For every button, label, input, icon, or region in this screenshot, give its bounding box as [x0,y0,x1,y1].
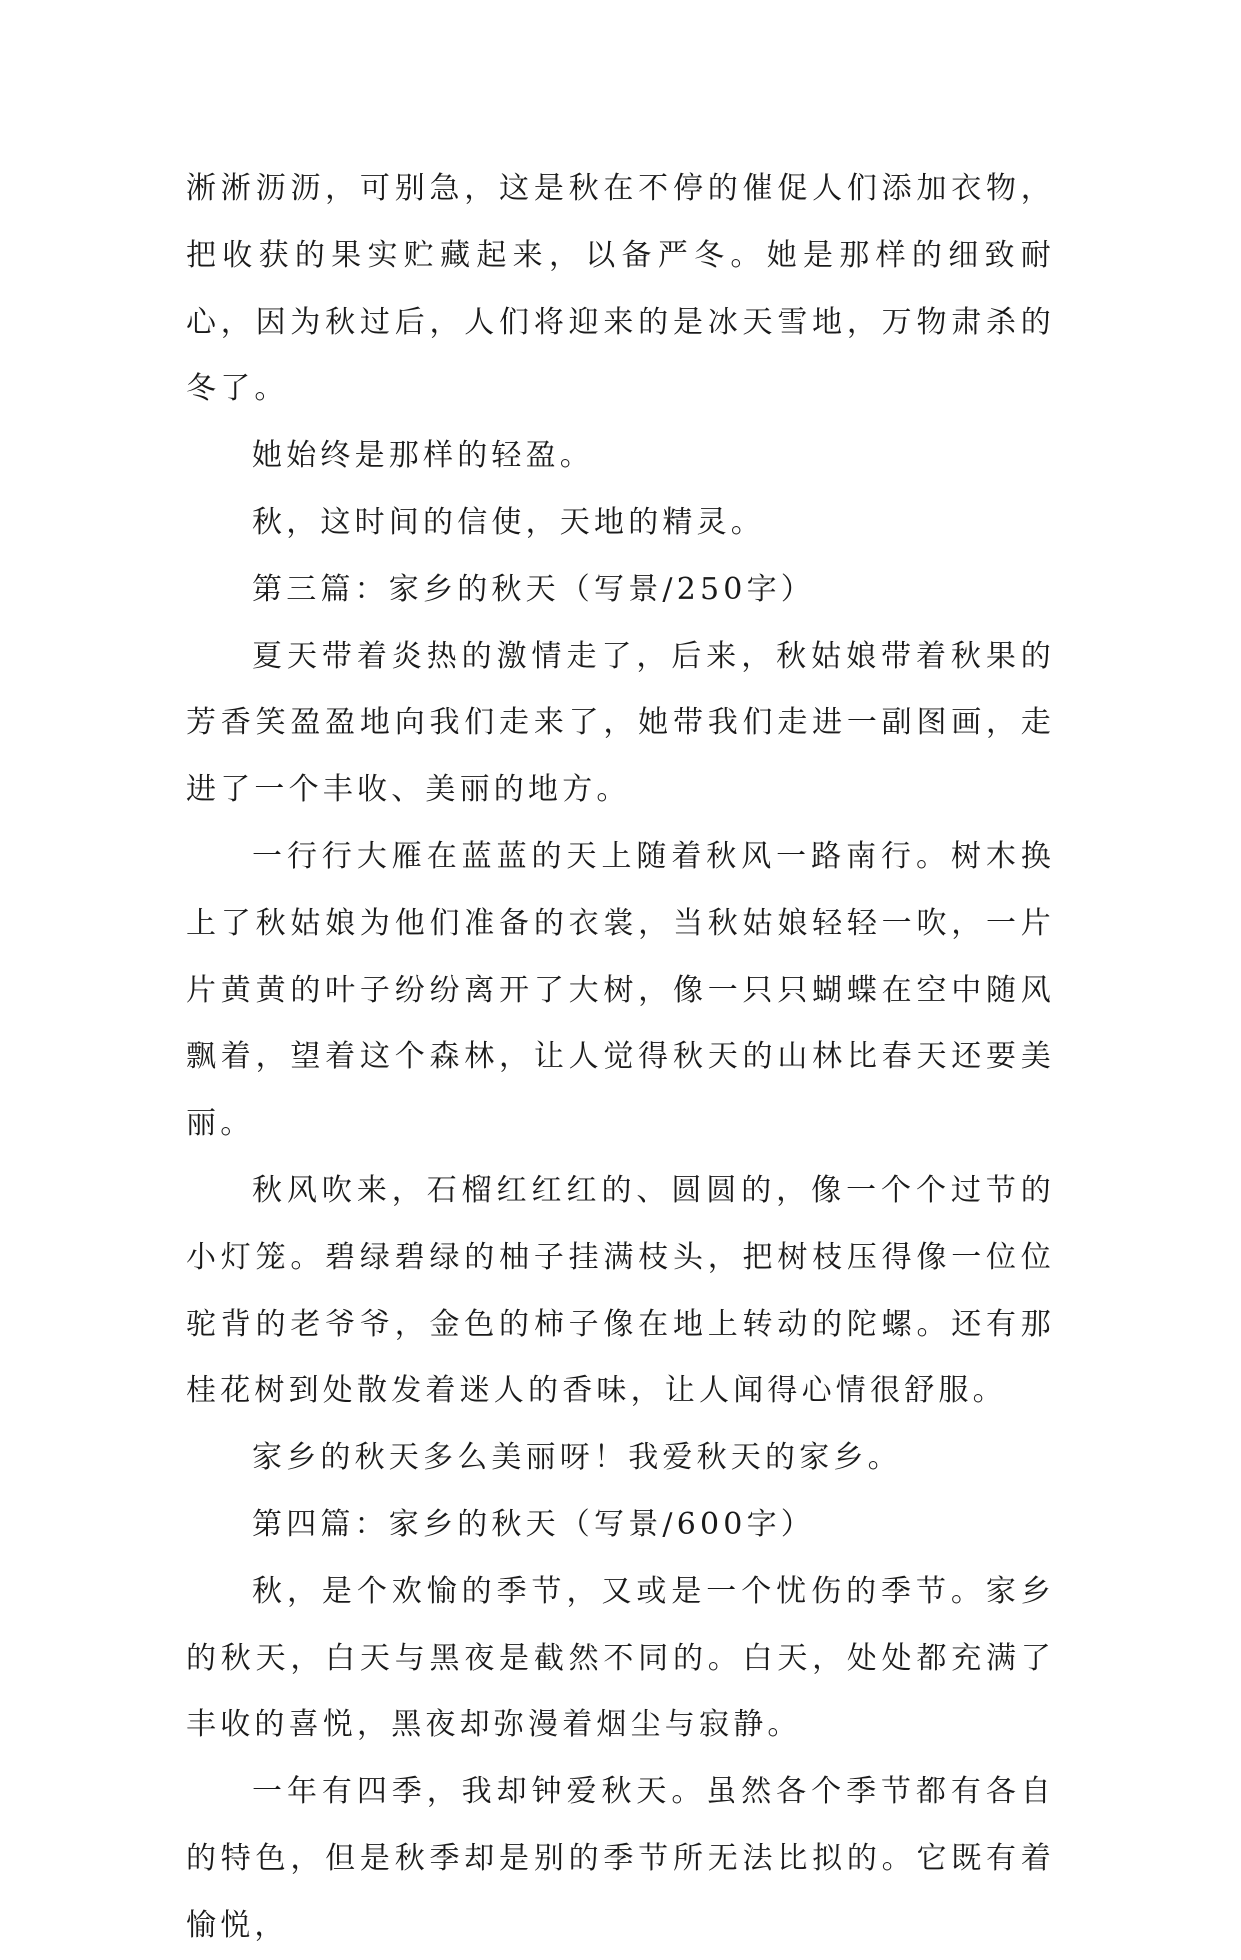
paragraph-lightness: 她始终是那样的轻盈。 [252,438,594,474]
paragraph-geese: 一行行大雁在蓝蓝的天上随着秋风一路南行。树木换上了秋姑娘为他们准备的衣裳，当秋姑娘轻轻一吹，一片片黄黄的叶子纷纷离开了大树，像一只只蝴蝶在空中随风飘着，望着这个森林，让人觉得秋天的山林比春天还要美丽。 [186,838,1055,1142]
paragraph-continuation: 淅淅沥沥，可别急，这是秋在不停的催促人们添加衣物，把收获的果实贮藏起来，以备严冬。她是那样的细致耐心，因为秋过后，人们将迎来的是冰天雪地，万物肃杀的冬了。 [186,171,1055,407]
paragraph-messenger: 秋，这时间的信使，天地的精灵。 [252,504,765,540]
paragraph-love-hometown: 家乡的秋天多么美丽呀！我爱秋天的家乡。 [252,1440,902,1476]
paragraph-joyful-season: 秋，是个欢愉的季节，又或是一个忧伤的季节。家乡的秋天，白天与黑夜是截然不同的。白天，处处都充满了丰收的喜悦，黑夜却弥漫着烟尘与寂静。 [186,1573,1055,1743]
paragraph-four-seasons: 一年有四季，我却钟爱秋天。虽然各个季节都有各自的特色，但是秋季却是别的季节所无法比拟的。它既有着愉悦， [186,1774,1055,1943]
section-heading-third: 第三篇：家乡的秋天（写景/250字） [252,571,815,607]
document-page [186,156,1055,1960]
paragraph-summer-leaves: 夏天带着炎热的激情走了，后来，秋姑娘带着秋果的芳香笑盈盈地向我们走来了，她带我们走进一副图画，走进了一个丰收、美丽的地方。 [186,638,1055,808]
paragraph-autumn-wind: 秋风吹来，石榴红红红的、圆圆的，像一个个过节的小灯笼。碧绿碧绿的柚子挂满枝头，把树枝压得像一位位驼背的老爷爷，金色的柿子像在地上转动的陀螺。还有那桂花树到处散发着迷人的香味，让人闻得心情很舒服。 [186,1172,1055,1409]
section-heading-fourth: 第四篇：家乡的秋天（写景/600字） [252,1506,815,1542]
